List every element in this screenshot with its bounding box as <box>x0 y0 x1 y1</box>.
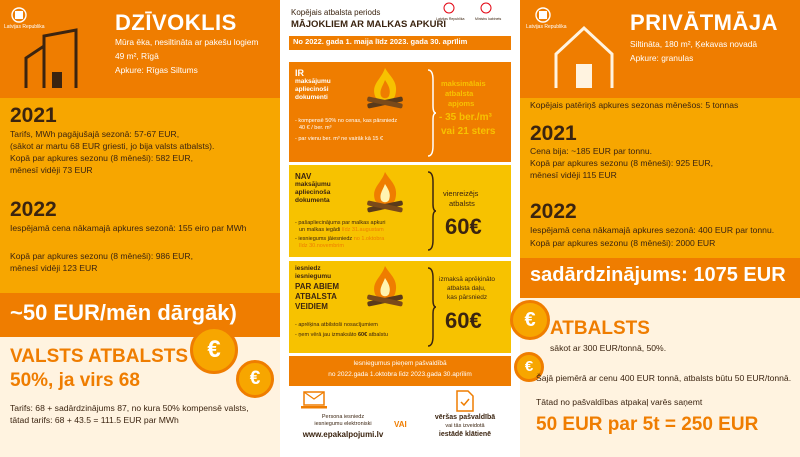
house-support-total: 50 EUR par 5t = 250 EUR <box>536 414 759 435</box>
cost-increase-text: sadārdzinājums: 1075 EUR <box>530 264 786 286</box>
with-docs-point-1b: 40 € / ber. m³ <box>299 125 332 131</box>
calc-support-amount: 60€ <box>445 308 482 333</box>
or-label: VAI <box>394 420 407 429</box>
state-support-title: VALSTS ATBALSTS <box>10 346 189 367</box>
apartment-desc-2: 49 m², Rīgā <box>115 51 159 61</box>
both-point-1: - aprēķina atbilstoši nosacījumiem <box>295 322 378 328</box>
without-docs-title: NAV <box>295 172 312 181</box>
calc-support-3: kas pārsniedz <box>447 294 488 301</box>
both-point-2: - ņem vērā jau izmaksāto 60€ atbalstu <box>295 332 388 338</box>
calc-support-1: izmaksā aprēķināto <box>439 276 495 283</box>
without-docs-point-2: - iesniegums jāiesniedz no 1.oktobra <box>295 236 385 242</box>
euro-coin-icon: € <box>190 326 238 374</box>
online-line-2: iesniegumu elektroniski <box>314 421 372 427</box>
house-outline-icon <box>552 22 616 90</box>
one-time-support-amount: 60€ <box>445 214 482 239</box>
both-title-3: PAR ABIEM <box>295 282 339 291</box>
without-docs-point-1: - pašapliecinājums par malkas apkuri <box>295 220 386 226</box>
year-2021-label: 2021 <box>530 122 577 145</box>
coat-of-arms-icon <box>480 2 492 14</box>
with-docs-title-3: apliecinoši <box>295 86 329 93</box>
coat-of-arms-icon <box>443 2 455 14</box>
house-outline-icon <box>22 28 80 90</box>
house-desc-2: Apkure: granulas <box>630 53 694 63</box>
state-support-percent: 50%, ja virs 68 <box>10 370 140 391</box>
tariff-2021-line-4: mēnesī vidēji 73 EUR <box>10 165 93 175</box>
max-support-2: atbalsta <box>445 89 474 98</box>
price-2021-line-3: mēnesī vidēji 115 EUR <box>530 170 617 180</box>
price-2022-line-1: Iespējamā cena nākamajā apkures sezonā: 400 EUR par tonnu. <box>530 225 775 235</box>
apartment-title: DZĪVOKLIS <box>115 10 237 35</box>
brace-icon <box>427 266 437 348</box>
private-house-column <box>520 0 800 457</box>
with-docs-point-2: - par vienu ber. m³ ne vairāk kā 15 € <box>295 136 384 142</box>
apartment-column <box>0 0 280 457</box>
price-2021-line-1: Cena bija: ~185 EUR par tonnu. <box>530 146 653 156</box>
brace-icon <box>427 68 437 158</box>
without-docs-title-3: apliecinoša <box>295 189 331 196</box>
period-dates: No 2022. gada 1. maija līdz 2023. gada 30. aprīlim <box>293 37 468 46</box>
apartment-desc-3: Apkure: Rīgas Siltums <box>115 65 198 75</box>
without-docs-title-4: dokumenta <box>295 197 330 204</box>
campfire-icon <box>361 66 409 110</box>
house-desc-1: Siltināta, 180 m², Ķekavas novadā <box>630 39 758 49</box>
with-docs-title-2: maksājumu <box>295 78 331 85</box>
coat-of-arms-icon <box>8 6 30 24</box>
year-2022-label: 2022 <box>10 198 57 221</box>
house-support-title: ATBALSTS <box>550 318 650 339</box>
both-title-2: iesniegumu <box>295 273 332 280</box>
consumption-note: Kopējais patēriņš apkures sezonas mēnešos: 5 tonnas <box>530 100 739 110</box>
document-check-icon <box>455 390 475 412</box>
tariff-2021-line-3: Kopā par apkures sezonu (8 mēneši): 582 EUR, <box>10 153 193 163</box>
year-2021-label: 2021 <box>10 104 57 127</box>
both-title-1: iesniedz <box>295 265 321 272</box>
tariff-2022-line-2: Kopā par apkures sezonu (8 mēneši): 986 EUR, <box>10 251 193 261</box>
brace-icon <box>427 170 437 252</box>
monthly-increase-text: ~50 EUR/mēn dārgāk) <box>10 300 237 325</box>
year-2022-label: 2022 <box>530 200 577 223</box>
campfire-icon <box>361 170 409 214</box>
with-docs-title: IR <box>295 68 304 78</box>
max-support-5: vai 21 sters <box>441 126 496 137</box>
tariff-2022-line-3: mēnesī vidēji 123 EUR <box>10 263 98 273</box>
price-2021-line-2: Kopā par apkures sezonu (8 mēneši): 925 EUR, <box>530 158 713 168</box>
house-support-line-1: sākot ar 300 EUR/tonnā, 50%. <box>550 343 667 353</box>
price-2022-line-2: Kopā par apkures sezonu (8 mēneši): 2000 EUR <box>530 238 716 248</box>
with-docs-title-4: dokumenti <box>295 94 328 101</box>
logo-text: Latvijas Republika <box>436 17 465 21</box>
without-docs-point-1b: un malkas iegādi līdz 31.augustam <box>299 227 384 233</box>
max-support-1: maksimālais <box>441 79 486 88</box>
apartment-desc-1: Mūra ēka, nesiltināta ar pakešu logiem <box>115 37 259 47</box>
without-docs-point-2b: līdz 30.novembrim <box>299 243 344 249</box>
firewood-heading: MĀJOKLIEM AR MALKAS APKURI <box>291 19 446 30</box>
house-support-line-3: Tātad no pašvaldības atpakaļ varēs saņemt <box>536 397 703 407</box>
logo-text: Latvijas Republika <box>4 24 45 30</box>
tariff-2021-line-2: (sākot ar martu 68 EUR griesti, jo bija valsts atbalsts). <box>10 141 215 151</box>
euro-coin-icon: € <box>514 352 544 382</box>
with-docs-point-1: - kompensē 50% no cenas, kas pārsniedz <box>295 118 398 124</box>
without-docs-title-2: maksājumu <box>295 181 331 188</box>
logo-text: Latvijas Republika <box>526 24 567 30</box>
state-support-line-1: Tarifs: 68 + sadārdzinājums 87, no kura 50% kompensē valsts, <box>10 403 249 413</box>
support-period-heading: Kopējais atbalsta periods <box>291 8 381 17</box>
max-support-3: apjoms <box>448 99 475 108</box>
logo-text: Ministru kabinets <box>475 17 502 21</box>
tariff-2022-line-1: Iespējamā cena nākamajā apkures sezonā: 155 eiro par MWh <box>10 223 247 233</box>
one-time-support-1: vienreizējs <box>443 189 479 198</box>
submission-line-2: no 2022.gada 1.oktobra līdz 2023.gada 30.aprīlim <box>328 371 472 378</box>
in-person-line-2: vai tās izveidotā <box>445 423 485 429</box>
euro-coin-icon: € <box>510 300 550 340</box>
epakalpojumi-link[interactable]: www.epakalpojumi.lv <box>302 430 384 439</box>
firewood-support-column <box>283 0 517 457</box>
state-support-line-2: tātad tarifs: 68 + 43.5 = 111.5 EUR par MWh <box>10 415 179 425</box>
both-title-5: VEIDIEM <box>295 302 328 311</box>
house-support-line-2: Šajā piemērā ar cenu 400 EUR tonnā, atbalsts būtu 50 EUR/tonnā. <box>536 373 792 383</box>
calc-support-2: atbalsta daļu, <box>447 285 486 292</box>
house-title: PRIVĀTMĀJA <box>630 10 779 35</box>
online-line-1: Persona iesniedz <box>321 414 365 420</box>
coat-of-arms-icon <box>532 6 554 24</box>
laptop-mail-icon <box>301 390 327 410</box>
in-person-line-1: vēršas pašvaldībā <box>434 414 496 421</box>
both-title-4: ATBALSTA <box>295 292 337 301</box>
tariff-2021-line-1: Tarifs, MWh pagājušajā sezonā: 57-67 EUR, <box>10 129 180 139</box>
one-time-support-2: atbalsts <box>449 199 475 208</box>
campfire-icon <box>361 264 409 308</box>
in-person-line-3: iestādē klātienē <box>438 431 492 438</box>
euro-coin-icon: € <box>236 360 274 398</box>
submission-line-1: Iesniegumus pieņem pašvaldībā <box>353 360 447 367</box>
max-support-4: - 35 ber./m³ <box>439 112 492 123</box>
